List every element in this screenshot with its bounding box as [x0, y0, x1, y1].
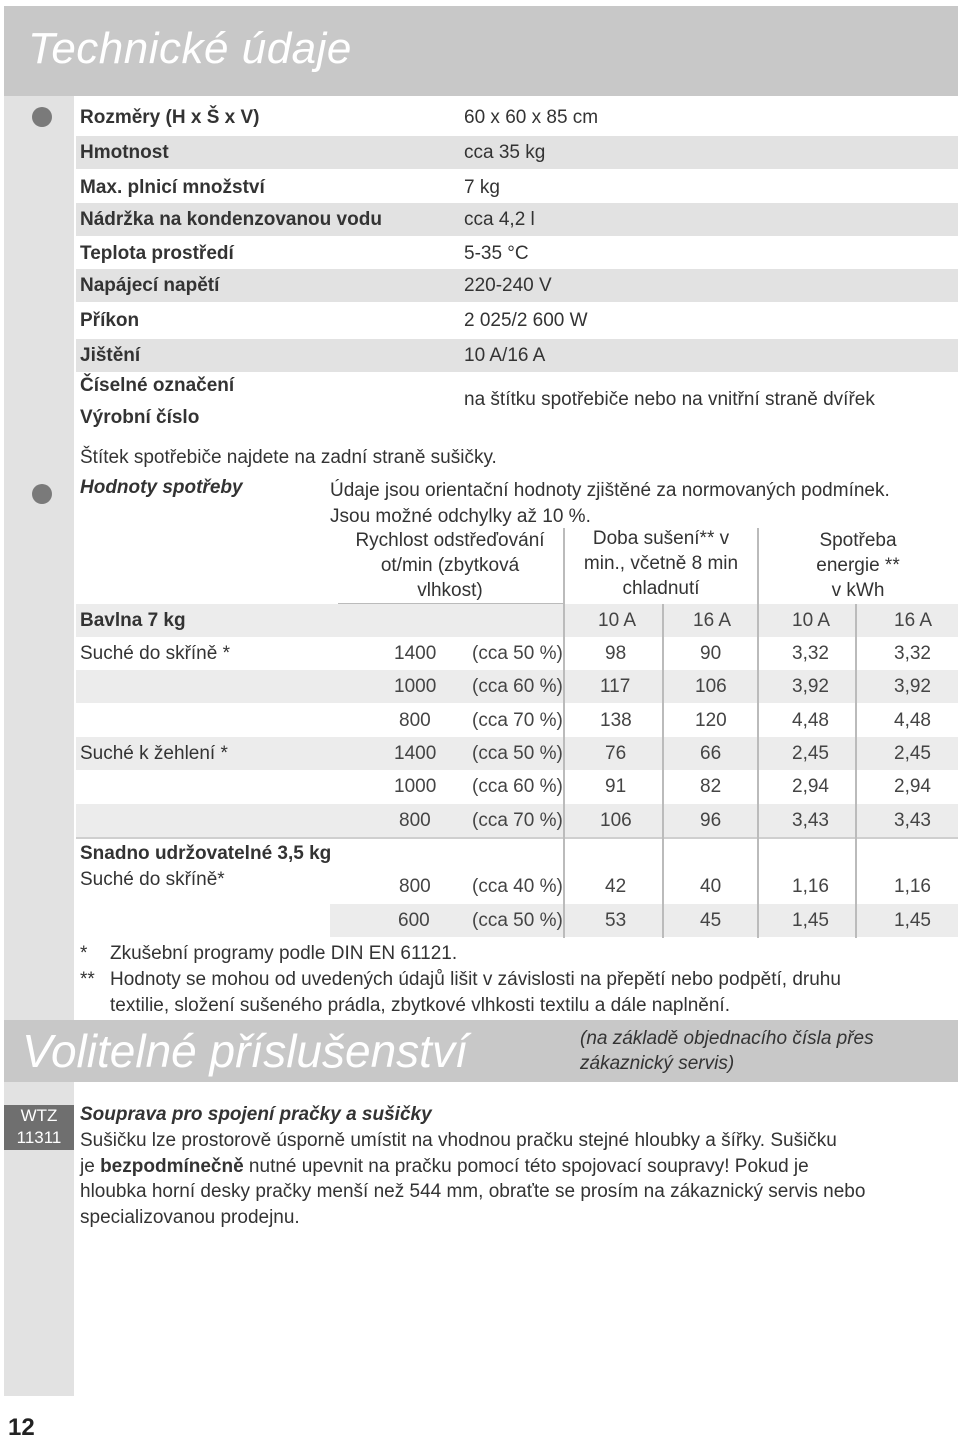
rpm: 1000	[394, 776, 437, 797]
consumption-note: Jsou možné odchylky až 10 %.	[330, 506, 591, 527]
energy-16a: 3,92	[894, 676, 931, 697]
row-label: Suché do skříně*	[80, 869, 225, 890]
header-spin-speed: Rychlost odstřeďování ot/min (zbytková vlhkost)	[355, 530, 545, 601]
side-strip	[4, 96, 74, 1396]
time-16a: 40	[700, 876, 722, 897]
spec-row	[76, 304, 958, 337]
energy-10a: 1,45	[792, 910, 829, 931]
time-16a: 106	[695, 676, 727, 697]
rpm: 800	[399, 710, 431, 731]
rpm: 1400	[394, 743, 437, 764]
spec-value: na štítku spotřebiče nebo na vnitřní straně dvířek	[464, 389, 875, 410]
header-drying-time: Doba sušení** v min., včetně 8 min chladnutí	[583, 528, 739, 599]
time-16a: 82	[700, 776, 722, 797]
amp-10a: 10 A	[792, 610, 831, 631]
time-10a: 53	[605, 910, 627, 931]
bullet-icon	[32, 107, 52, 127]
spec-value: cca 4,2 l	[464, 209, 535, 230]
table-row	[76, 704, 958, 737]
table-row	[330, 904, 958, 937]
label-note: Štítek spotřebiče najdete na zadní straně sušičky.	[80, 447, 497, 468]
consumption-title: Hodnoty spotřeby	[80, 477, 243, 498]
footnote-text: Zkušební programy podle DIN EN 61121.	[110, 943, 458, 964]
spec-row	[76, 269, 958, 302]
spec-value: 10 A/16 A	[464, 345, 546, 366]
spec-row	[76, 136, 958, 169]
rpm: 800	[399, 810, 431, 831]
spec-row-serial	[76, 372, 958, 436]
rpm: 600	[398, 910, 430, 931]
row-label: Suché k žehlení *	[80, 743, 228, 764]
time-10a: 42	[605, 876, 627, 897]
spec-label: Číselné označení	[80, 375, 235, 396]
energy-16a: 4,48	[894, 710, 931, 731]
energy-10a: 1,16	[792, 876, 829, 897]
accessory-title: Souprava pro spojení pračky a sušičky	[80, 1104, 432, 1125]
energy-16a: 2,45	[894, 743, 931, 764]
time-10a: 106	[600, 810, 632, 831]
rpm: 1000	[394, 676, 437, 697]
spec-label: Jištění	[80, 345, 141, 366]
moisture: (cca 50 %)	[472, 910, 563, 931]
row-label: Snadno udržovatelné 3,5 kg	[80, 843, 332, 864]
order-code-badge: WTZ 11311	[4, 1105, 74, 1150]
time-10a: 76	[605, 743, 627, 764]
column-divider	[662, 604, 664, 938]
moisture: (cca 50 %)	[472, 643, 563, 664]
spec-row	[76, 101, 958, 134]
spec-label: Nádržka na kondenzovanou vodu	[80, 209, 382, 230]
time-16a: 120	[695, 710, 727, 731]
spec-value: 7 kg	[464, 177, 500, 198]
moisture: (cca 70 %)	[472, 810, 563, 831]
energy-10a: 3,32	[792, 643, 829, 664]
time-10a: 98	[605, 643, 627, 664]
header-energy: Spotřeba energie ** v kWh	[816, 530, 900, 601]
energy-10a: 4,48	[792, 710, 829, 731]
spec-label: Teplota prostředí	[80, 243, 234, 264]
spec-label: Výrobní číslo	[80, 407, 200, 428]
moisture: (cca 50 %)	[472, 743, 563, 764]
accessories-title: Volitelné příslušenství	[22, 1025, 468, 1077]
rpm: 1400	[394, 643, 437, 664]
table-row	[76, 670, 958, 703]
spec-value: 5-35 °C	[464, 243, 529, 264]
moisture: (cca 60 %)	[472, 676, 563, 697]
spec-row	[76, 237, 958, 270]
footnote-mark: *	[80, 943, 88, 964]
page-number: 12	[8, 1414, 35, 1441]
spec-value: 220-240 V	[464, 275, 552, 296]
energy-16a: 2,94	[894, 776, 931, 797]
bullet-icon	[32, 484, 52, 504]
amp-16a: 16 A	[894, 610, 933, 631]
energy-10a: 3,43	[792, 810, 829, 831]
spec-label: Napájecí napětí	[80, 275, 220, 296]
energy-16a: 1,16	[894, 876, 931, 897]
accessory-description: Sušičku lze prostorově úsporně umístit na vhodnou pračku stejné hloubky a šířky. Sušičku je bezpodmínečně nutné upevnit na pračku pomocí této spojovací soupravy! Pokud je hloubka horní desky pračky menší než 544 mm, obraťte se prosím na zákaznický servis nebo specializovanou prodejnu.	[80, 1130, 866, 1228]
energy-10a: 2,45	[792, 743, 829, 764]
spec-value: cca 35 kg	[464, 142, 546, 163]
energy-16a: 3,43	[894, 810, 931, 831]
footnote-text: textilie, složení sušeného prádla, zbytkové vlhkosti textilu a dále naplnění.	[110, 995, 730, 1016]
footnote-mark: **	[80, 969, 95, 990]
table-row	[76, 770, 958, 803]
spec-label: Rozměry (H x Š x V)	[80, 107, 260, 128]
spec-row	[76, 171, 958, 204]
energy-16a: 3,32	[894, 643, 931, 664]
moisture: (cca 70 %)	[472, 710, 563, 731]
amp-16a: 16 A	[693, 610, 732, 631]
page-title: Technické údaje	[28, 24, 352, 73]
rpm: 800	[399, 876, 431, 897]
time-16a: 66	[700, 743, 722, 764]
row-label: Bavlna 7 kg	[80, 610, 186, 631]
row-divider	[76, 837, 958, 839]
title-bar	[4, 6, 958, 96]
amp-10a: 10 A	[598, 610, 637, 631]
column-divider	[563, 528, 565, 938]
spec-row	[76, 339, 958, 372]
footnote-text: Hodnoty se mohou od uvedených údajů lišit v závislosti na přepětí nebo podpětí, druhu	[110, 969, 841, 990]
spec-value: 2 025/2 600 W	[464, 310, 588, 331]
time-10a: 117	[600, 676, 631, 697]
spec-row	[76, 203, 958, 236]
table-row-amps	[76, 604, 958, 637]
accessories-note: (na základě objednacího čísla přes zákaznický servis)	[580, 1028, 874, 1074]
table-row	[76, 804, 958, 837]
table-row	[76, 870, 958, 903]
time-16a: 90	[700, 643, 722, 664]
time-16a: 96	[700, 810, 722, 831]
time-10a: 138	[600, 710, 632, 731]
energy-16a: 1,45	[894, 910, 931, 931]
time-10a: 91	[605, 776, 627, 797]
moisture: (cca 60 %)	[472, 776, 563, 797]
table-row	[76, 637, 958, 670]
table-row	[76, 737, 958, 770]
spec-value: 60 x 60 x 85 cm	[464, 107, 599, 128]
moisture: (cca 40 %)	[472, 876, 563, 897]
consumption-note: Údaje jsou orientační hodnoty zjištěné za normovaných podmínek.	[330, 480, 890, 501]
column-divider	[757, 528, 759, 938]
spec-label: Max. plnicí množství	[80, 177, 265, 198]
energy-10a: 3,92	[792, 676, 829, 697]
time-16a: 45	[700, 910, 722, 931]
accessories-bar	[4, 1020, 958, 1082]
spec-label: Hmotnost	[80, 142, 169, 163]
row-label: Suché do skříně *	[80, 643, 230, 664]
spec-label: Příkon	[80, 310, 140, 331]
column-divider	[855, 604, 857, 938]
energy-10a: 2,94	[792, 776, 829, 797]
